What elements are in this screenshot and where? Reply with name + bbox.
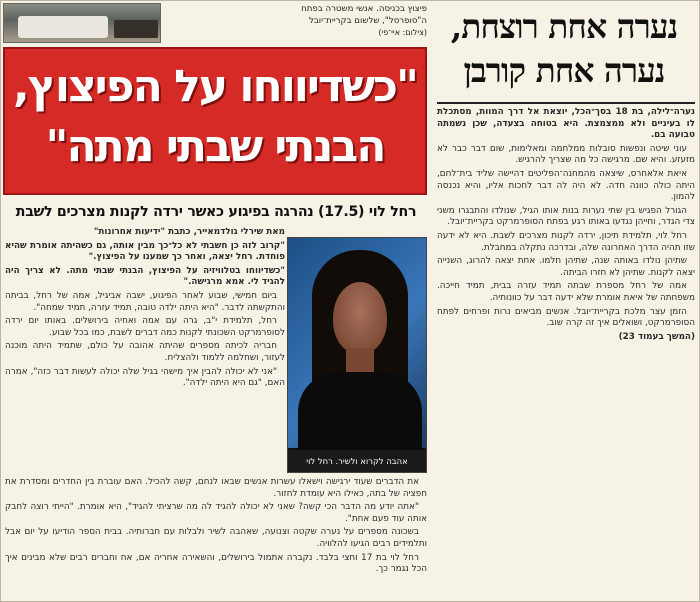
portrait-photo: [287, 237, 427, 473]
body-paragraph: בשכונה מספרים על נערה שקטה וצנועה, שאהבה לשיר ולבלות עם חברותיה. בבית הספר הודיעו על יום אבל ותלמידים רבים הגיעו להלוויה.: [5, 527, 427, 549]
body-paragraph: רחל לוי בת 17 וחצי בלבד. נקברה אתמול בירושלים, והשאירה אחריה אם, אח וחברים רבים שלא מבינים איך הכל נגמר כך.: [5, 552, 427, 575]
explosion-site-photo: [3, 3, 161, 43]
photo-shirt: [298, 372, 422, 452]
body-paragraph: חבריה לכיתה מספרים שהיתה אהובה על כולם, שתמיד היתה מוכנה לעזור, ושחלמה ללמוד ולהצליח.: [5, 341, 285, 363]
body-paragraph: שתיהן נולדו באותה שנה, שתיהן חלמו. אחת יצאה להרוג, השנייה יצאה לקנות. שתיהן לא חזרו הביתה.: [437, 256, 695, 278]
quote-line-2: הבנתי שבתי מתה": [45, 121, 385, 172]
headline-line-2: נערה אחת קורבן: [463, 51, 665, 90]
portrait-caption: אהבה לקרוא ולשיר. רחל לוי: [288, 450, 426, 472]
top-photo-caption: [167, 3, 427, 45]
photo-face: [333, 282, 387, 354]
quote-text: [5, 57, 425, 177]
body-paragraph: את הדברים שעוד ירגישה וישאלו עשרות אנשים שבאו לנחם, קשה להכיל. האם עוברת בין החדרים ומסדרת את חפציה של בתה, כאילו היא עומדת לחזור.: [5, 477, 427, 499]
body-paragraph: איאת אלאחרס, שיצאה מהמחנה־הפליטים דהיישה שליד בית־לחם, היתה כולה כוונה חדה. לא היה לה דבר לחכות אליו, והיא נכנסה להמון.: [437, 168, 695, 203]
left-article-body-bottom: [5, 477, 427, 597]
right-headline: [431, 5, 697, 101]
byline: מאת שירלי גולדמאייר, כתבת "ידיעות אחרונות": [93, 227, 285, 237]
sub-headline: רחל לוי (17.5) נהרגה בפיגוע כאשר ירדה לקנות מצרכים לשבת: [15, 204, 417, 220]
body-paragraph: הזמן עצר מלכת בקריית־יובל. אנשים מביאים נרות ופרחים לפתח הסופרמרקט, ושואלים איך זה קרה שוב.: [437, 306, 695, 329]
body-paragraph: "כשדיווחו בטלוויזיה על הפיצוץ, הבנתי שבתי מתה. לא צריך היה להגיד לי. אמא מרגישה.": [5, 265, 285, 288]
right-article: [431, 1, 700, 602]
body-paragraph: אמה של רחל מספרת שבתה תמיד עזרה בבית, תמיד חייכה. משפחתה של איאת אומרת שלא ידעה דבר על כוונותיה.: [437, 281, 695, 303]
photo-vehicle: [18, 16, 108, 38]
body-paragraph: "קרוב לזה כן חשבתי לא כל־כך מבין אותה, גם כשהיתה אומרת שהיא פוחדת. רחל יצאה, ואחר כך שמענו על הפיצוץ.": [5, 240, 285, 263]
right-article-body: [437, 107, 695, 595]
body-paragraph: רחל לוי, תלמידת תיכון, ירדה לקנות מצרכים לשבת. היא לא ידעה שזו תהיה הדרך האחרונה שלה, ובדרכה נתקלה במחבלת.: [437, 230, 695, 253]
body-paragraph: הגורל הפגיש בין שתי נערות בנות אותו הגיל, שנולדו והתבגרו משני צדי הגדר, וחייהן נגדעו באותו רגע בפתח הסופרמרקט בקריית־יובל.: [437, 205, 695, 228]
caption-line-2: ה"סופרסל", שלשום בקריית־יובל: [308, 16, 427, 26]
body-paragraph: עוני שיטה ונפשות סובלות ממלחמה ומאלימות, שום דבר כבר לא מזעזע. והיא שם. מרגישה כל מה שצריך להרגיש.: [437, 143, 695, 166]
body-paragraph: "אני לא יכולה להבין איך מישהי בגיל שלה יכולה לעשות דבר כזה", אמרה האם, "גם היא היתה ילדה".: [5, 366, 285, 389]
photo-credit: (צילום: איי־פי): [378, 28, 427, 37]
left-article-body-top: [5, 227, 285, 475]
body-paragraph: רחל, תלמידת י"ב, גרה עם אמה ואחיה בירושלים. באותו יום ירדה לסופרמרקט השכונתי לקנות כמה דברים לשבת, כמו בכל שבוע.: [5, 316, 285, 338]
quote-banner: [3, 47, 427, 195]
body-paragraph: ביום חמישי, שבוע לאחר הפיגוע, ישבה אביגיל, אמה של רחל, בביתה והתקשתה לדבר. "היא היתה ילדה טובה, תמיד עזרה, תמיד שמחה".: [5, 290, 285, 313]
quote-line-1: "כשדיווחו על הפיצוץ,: [13, 61, 417, 112]
headline-line-1: נערה אחת רוצחת,: [450, 7, 678, 46]
lead-paragraph: נערה־לילה, בת 18 בסך־הכל, יוצאת אל דרך המוות, מסתכלת לו בעיניים ולא ממצמצת. היא בטוחה בצעדה, שכן נשמתה טבועה בם.: [437, 107, 695, 141]
caption-line-1: פיצוץ בכניסה. אנשי משטרה בפתח: [301, 4, 427, 14]
headline-rule: [437, 102, 695, 104]
photo-vehicle: [114, 20, 158, 38]
continued-note: (המשך בעמוד 23): [618, 331, 695, 342]
body-paragraph: "אתה יודע מה הדבר הכי קשה? שאני לא יכולה להגיד לה מה שרציתי להגיד", היא אומרת. "הייתי רוצה לחבק אותה עוד פעם אחת".: [5, 502, 427, 524]
